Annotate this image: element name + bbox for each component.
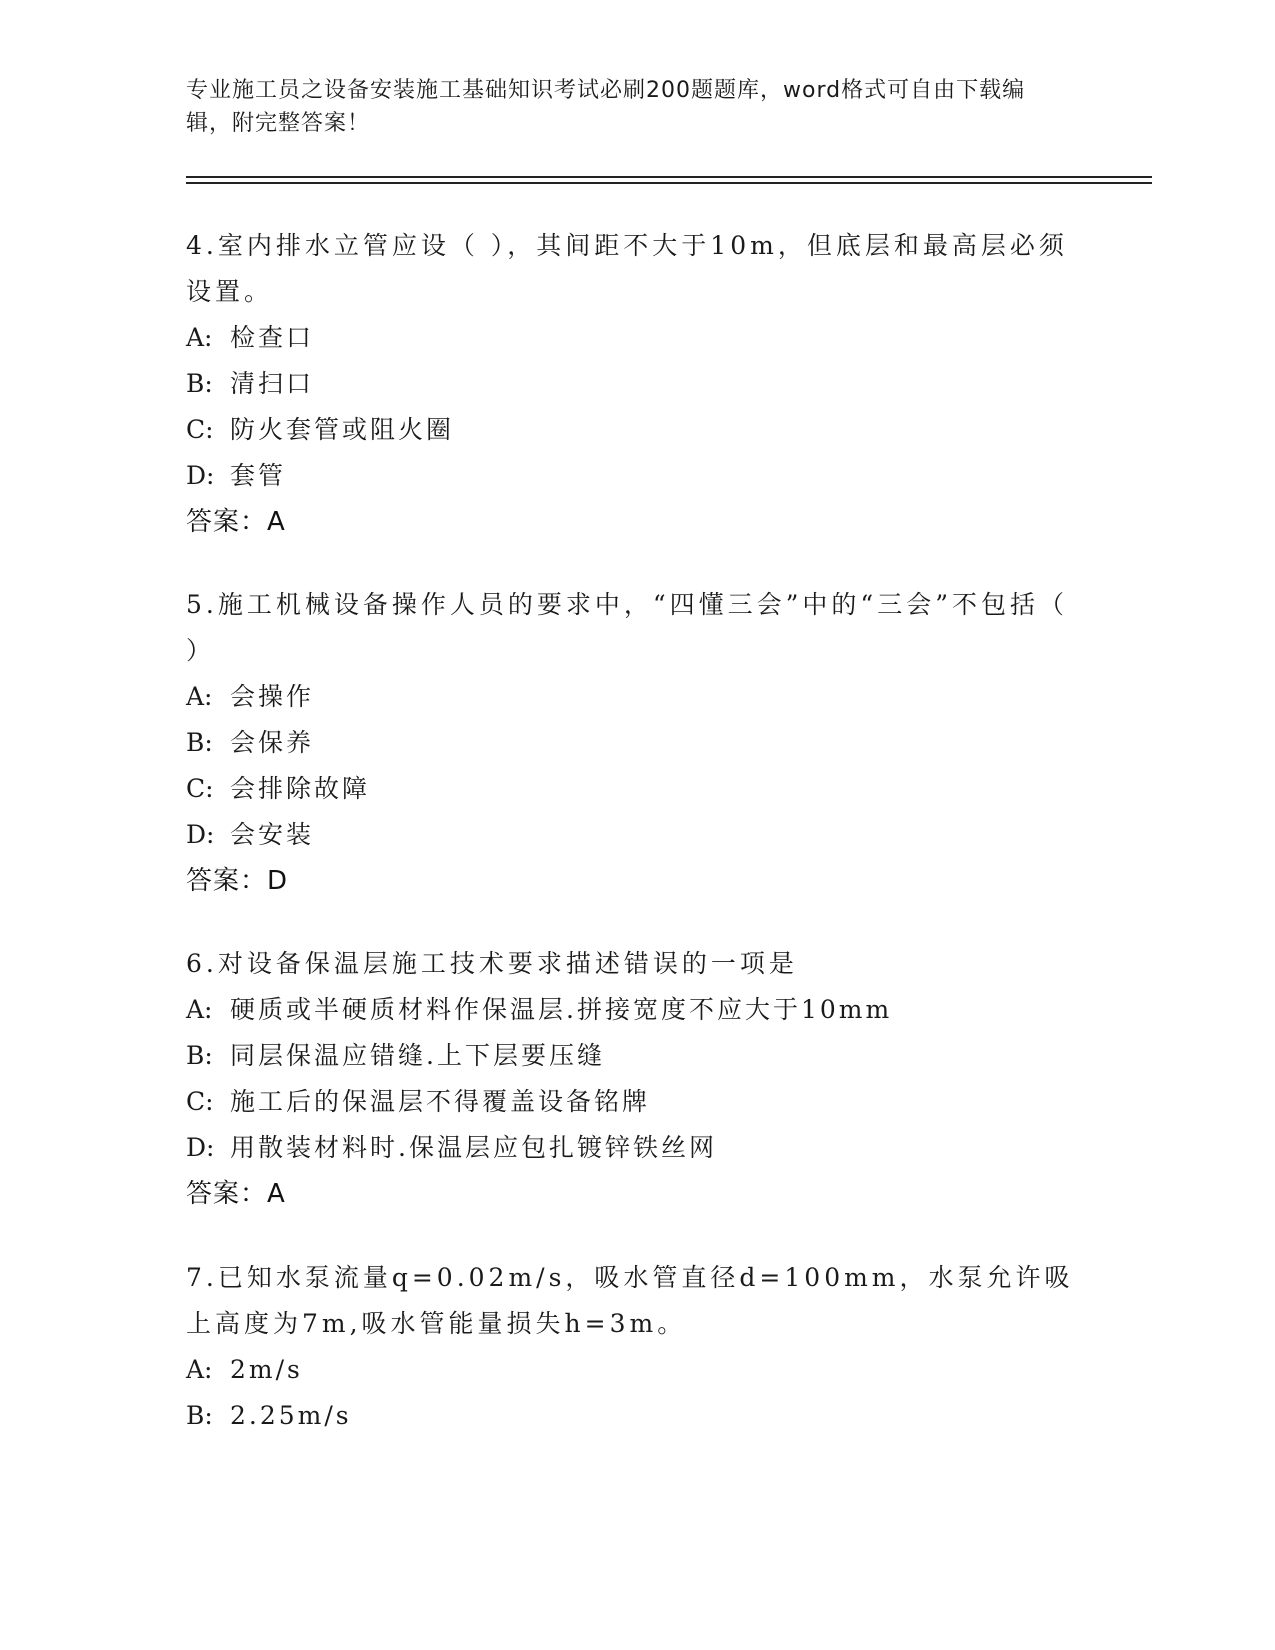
option-d	[186, 453, 1086, 499]
option-a	[186, 674, 1086, 720]
question-7	[186, 1255, 1086, 1439]
option-key: B:	[186, 728, 213, 757]
option-text: 会保养	[230, 728, 315, 757]
question-text: 6.对设备保温层施工技术要求描述错误的一项是	[186, 949, 798, 978]
option-text: 检查口	[230, 323, 315, 352]
option-key: A:	[186, 995, 213, 1024]
option-a	[186, 1347, 1086, 1393]
option-key: B:	[186, 369, 213, 398]
option-text: 会排除故障	[230, 774, 371, 803]
option-c	[186, 766, 1086, 812]
question-5	[186, 582, 1086, 904]
option-key: D:	[186, 1133, 215, 1162]
answer-label: 答案：A	[186, 1179, 286, 1209]
option-key: B:	[186, 1401, 213, 1430]
option-key: D:	[186, 820, 215, 849]
answer-label: 答案：D	[186, 866, 289, 896]
option-text: 会安装	[230, 820, 315, 849]
option-b	[186, 1033, 1086, 1079]
header-rule-bottom	[186, 182, 1152, 184]
option-c	[186, 1079, 1086, 1125]
option-key: C:	[186, 415, 214, 444]
option-text: 清扫口	[230, 369, 315, 398]
option-a	[186, 987, 1086, 1033]
option-key: B:	[186, 1041, 213, 1070]
option-text: 硬质或半硬质材料作保温层.拼接宽度不应大于10mm	[230, 995, 893, 1024]
option-text: 2.25m/s	[230, 1401, 352, 1430]
option-key: C:	[186, 774, 214, 803]
question-6	[186, 941, 1086, 1217]
question-text: 5.施工机械设备操作人员的要求中，“四懂三会”中的“三会”不包括（ ）	[186, 590, 1068, 665]
option-text: 会操作	[230, 682, 315, 711]
option-text: 同层保温应错缝.上下层要压缝	[230, 1041, 605, 1070]
option-text: 施工后的保温层不得覆盖设备铭牌	[230, 1087, 651, 1116]
header-rule-top	[186, 176, 1152, 178]
option-key: A:	[186, 323, 213, 352]
option-c	[186, 407, 1086, 453]
option-d	[186, 812, 1086, 858]
option-text: 用散装材料时.保温层应包扎镀锌铁丝网	[230, 1133, 717, 1162]
answer-label: 答案：A	[186, 507, 286, 537]
option-text: 套管	[230, 461, 287, 490]
option-d	[186, 1125, 1086, 1171]
option-a	[186, 315, 1086, 361]
option-b	[186, 361, 1086, 407]
option-b	[186, 1393, 1086, 1439]
question-text: 4.室内排水立管应设（ ），其间距不大于10m，但底层和最高层必须设置。	[186, 231, 1068, 306]
option-key: C:	[186, 1087, 214, 1116]
option-key: A:	[186, 682, 213, 711]
option-text: 2m/s	[230, 1355, 303, 1384]
document-header-title: 专业施工员之设备安装施工基础知识考试必刷200题题库，word格式可自由下载编辑，附完整答案！	[186, 78, 1026, 136]
option-key: D:	[186, 461, 215, 490]
question-text: 7.已知水泵流量q=0.02m/s，吸水管直径d=100mm，水泵允许吸上高度为7m,吸水管能量损失h=3m。	[186, 1263, 1074, 1338]
question-4	[186, 223, 1086, 545]
option-text: 防火套管或阻火圈	[230, 415, 455, 444]
option-key: A:	[186, 1355, 213, 1384]
option-b	[186, 720, 1086, 766]
